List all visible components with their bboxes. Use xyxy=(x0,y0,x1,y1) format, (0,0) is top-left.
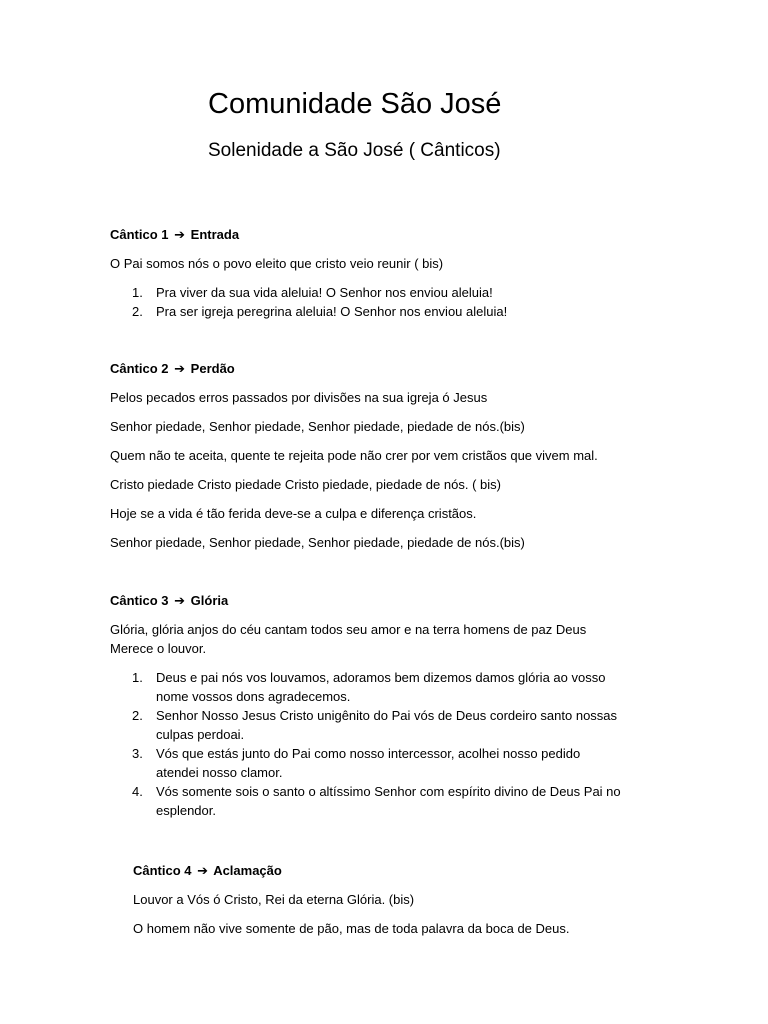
lyric-line: Senhor piedade, Senhor piedade, Senhor piedade, piedade de nós.(bis) xyxy=(110,419,525,434)
list-item-text: atendei nosso clamor. xyxy=(156,765,283,780)
list-item-text: culpas perdoai. xyxy=(156,727,245,742)
list-item-text: nome vossos dons agradecemos. xyxy=(156,689,351,704)
list-item-text: Vós que estás junto do Pai como nosso intercessor, acolhei nosso pedido xyxy=(156,746,581,761)
section-cantico-1 xyxy=(110,225,239,244)
list-item: 3. Vós que estás junto do Pai como nosso intercessor, acolhei nosso pedido atendei nosso clamor. xyxy=(110,744,621,782)
list-item-text: Vós somente sois o santo o altíssimo Senhor com espírito divino de Deus Pai no xyxy=(156,784,621,799)
section-label: Cântico 1 xyxy=(110,227,169,242)
arrow-icon: ➔ xyxy=(174,361,186,376)
list-item-text: esplendor. xyxy=(156,803,216,818)
section-intro xyxy=(110,620,586,658)
lyric-line: Senhor piedade, Senhor piedade, Senhor piedade, piedade de nós.(bis) xyxy=(110,535,525,550)
page-subtitle: Solenidade a São José ( Cânticos) xyxy=(208,140,501,161)
intro-line: Glória, glória anjos do céu cantam todos seu amor e na terra homens de paz Deus xyxy=(110,622,587,637)
lyric-line: Pelos pecados erros passados por divisões na sua igreja ó Jesus xyxy=(110,390,488,405)
lyric-line: Quem não te aceita, quente te rejeita pode não crer por vem cristãos que vivem mal. xyxy=(110,448,598,463)
page-title: Comunidade São José xyxy=(208,88,502,120)
section-label: Cântico 2 xyxy=(110,361,169,376)
section-name: Perdão xyxy=(190,361,235,376)
list-item: 2. Pra ser igreja peregrina aleluia! O Senhor nos enviou aleluia! xyxy=(132,304,508,319)
list-item: 4. Vós somente sois o santo o altíssimo Senhor com espírito divino de Deus Pai no esplendor. xyxy=(132,784,621,818)
section-name: Entrada xyxy=(190,227,240,242)
arrow-icon: ➔ xyxy=(197,863,209,878)
intro-line: Merece o louvor. xyxy=(110,641,207,656)
list-item: 1. Deus e pai nós vos louvamos, adoramos bem dizemos damos glória ao vosso nome vossos dons agradecemos. xyxy=(110,668,621,706)
section-heading xyxy=(133,861,282,880)
lyric-line: Cristo piedade Cristo piedade Cristo piedade, piedade de nós. ( bis) xyxy=(110,477,501,492)
lyric-line: O homem não vive somente de pão, mas de toda palavra da boca de Deus. xyxy=(133,921,570,936)
list-item-text: Pra viver da sua vida aleluia! O Senhor nos enviou aleluia! xyxy=(156,285,493,300)
list-item-text: Pra ser igreja peregrina aleluia! O Senhor nos enviou aleluia! xyxy=(156,304,508,319)
section-label: Cântico 3 xyxy=(110,593,169,608)
section-intro: O Pai somos nós o povo eleito que cristo veio reunir ( bis) xyxy=(110,256,444,271)
list-item-text: Deus e pai nós vos louvamos, adoramos bem dizemos damos glória ao vosso xyxy=(156,670,606,685)
section-heading xyxy=(110,359,235,378)
section-name: Glória xyxy=(190,593,229,608)
section-heading xyxy=(110,225,239,244)
numbered-list xyxy=(110,668,621,820)
list-item-text: Senhor Nosso Jesus Cristo unigênito do Pai vós de Deus cordeiro santo nossas xyxy=(156,708,618,723)
section-label: Cântico 4 xyxy=(133,863,192,878)
arrow-icon: ➔ xyxy=(174,227,186,242)
list-item: 1. Pra viver da sua vida aleluia! O Senhor nos enviou aleluia! xyxy=(132,285,493,300)
list-item: 2. Senhor Nosso Jesus Cristo unigênito do Pai vós de Deus cordeiro santo nossas culpas perdoai. xyxy=(110,706,621,744)
lyric-line: Louvor a Vós ó Cristo, Rei da eterna Glória. (bis) xyxy=(133,892,415,907)
lyric-line: Hoje se a vida é tão ferida deve-se a culpa e diferença cristãos. xyxy=(110,506,477,521)
section-heading xyxy=(110,591,228,610)
section-name: Aclamação xyxy=(213,863,282,878)
arrow-icon: ➔ xyxy=(174,593,186,608)
numbered-list xyxy=(110,283,507,321)
